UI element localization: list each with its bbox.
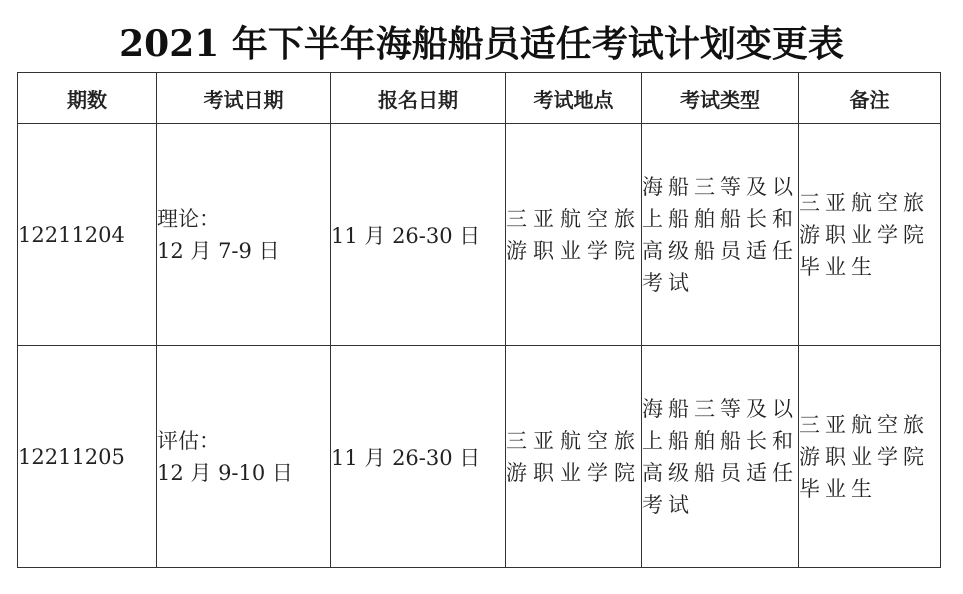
exam-type-cell: 海船三等及以上船舶船长和高级船员适任考试 [642,346,799,568]
table-row [18,124,941,346]
header-exam-date: 考试日期 [157,73,331,124]
header-registration-date: 报名日期 [331,73,506,124]
exam-date-value: 12 月 9-10 日 [157,460,293,485]
period-cell: 12211205 [18,346,157,568]
exam-date-cell [157,124,331,346]
exam-date-cell [157,346,331,568]
period-cell: 12211204 [18,124,157,346]
header-notes: 备注 [799,73,941,124]
registration-date-cell: 11 月 26-30 日 [331,124,506,346]
notes-cell: 三亚航空旅游职业学院毕业生 [799,346,941,568]
exam-kind-label: 理论： [157,206,220,231]
registration-date-cell: 11 月 26-30 日 [331,346,506,568]
notes-cell: 三亚航空旅游职业学院毕业生 [799,124,941,346]
exam-date-value: 12 月 7-9 日 [157,238,280,263]
table-row [18,346,941,568]
exam-kind-label: 评估： [157,428,220,453]
exam-site-cell: 三亚航空旅游职业学院 [506,346,642,568]
exam-type-cell: 海船三等及以上船舶船长和高级船员适任考试 [642,124,799,346]
exam-plan-table [17,72,941,568]
table-header-row [18,73,941,124]
header-exam-type: 考试类型 [642,73,799,124]
header-period: 期数 [18,73,157,124]
header-exam-site: 考试地点 [506,73,642,124]
document-title: 2021 年下半年海船船员适任考试计划变更表 [119,23,844,65]
exam-site-cell: 三亚航空旅游职业学院 [506,124,642,346]
